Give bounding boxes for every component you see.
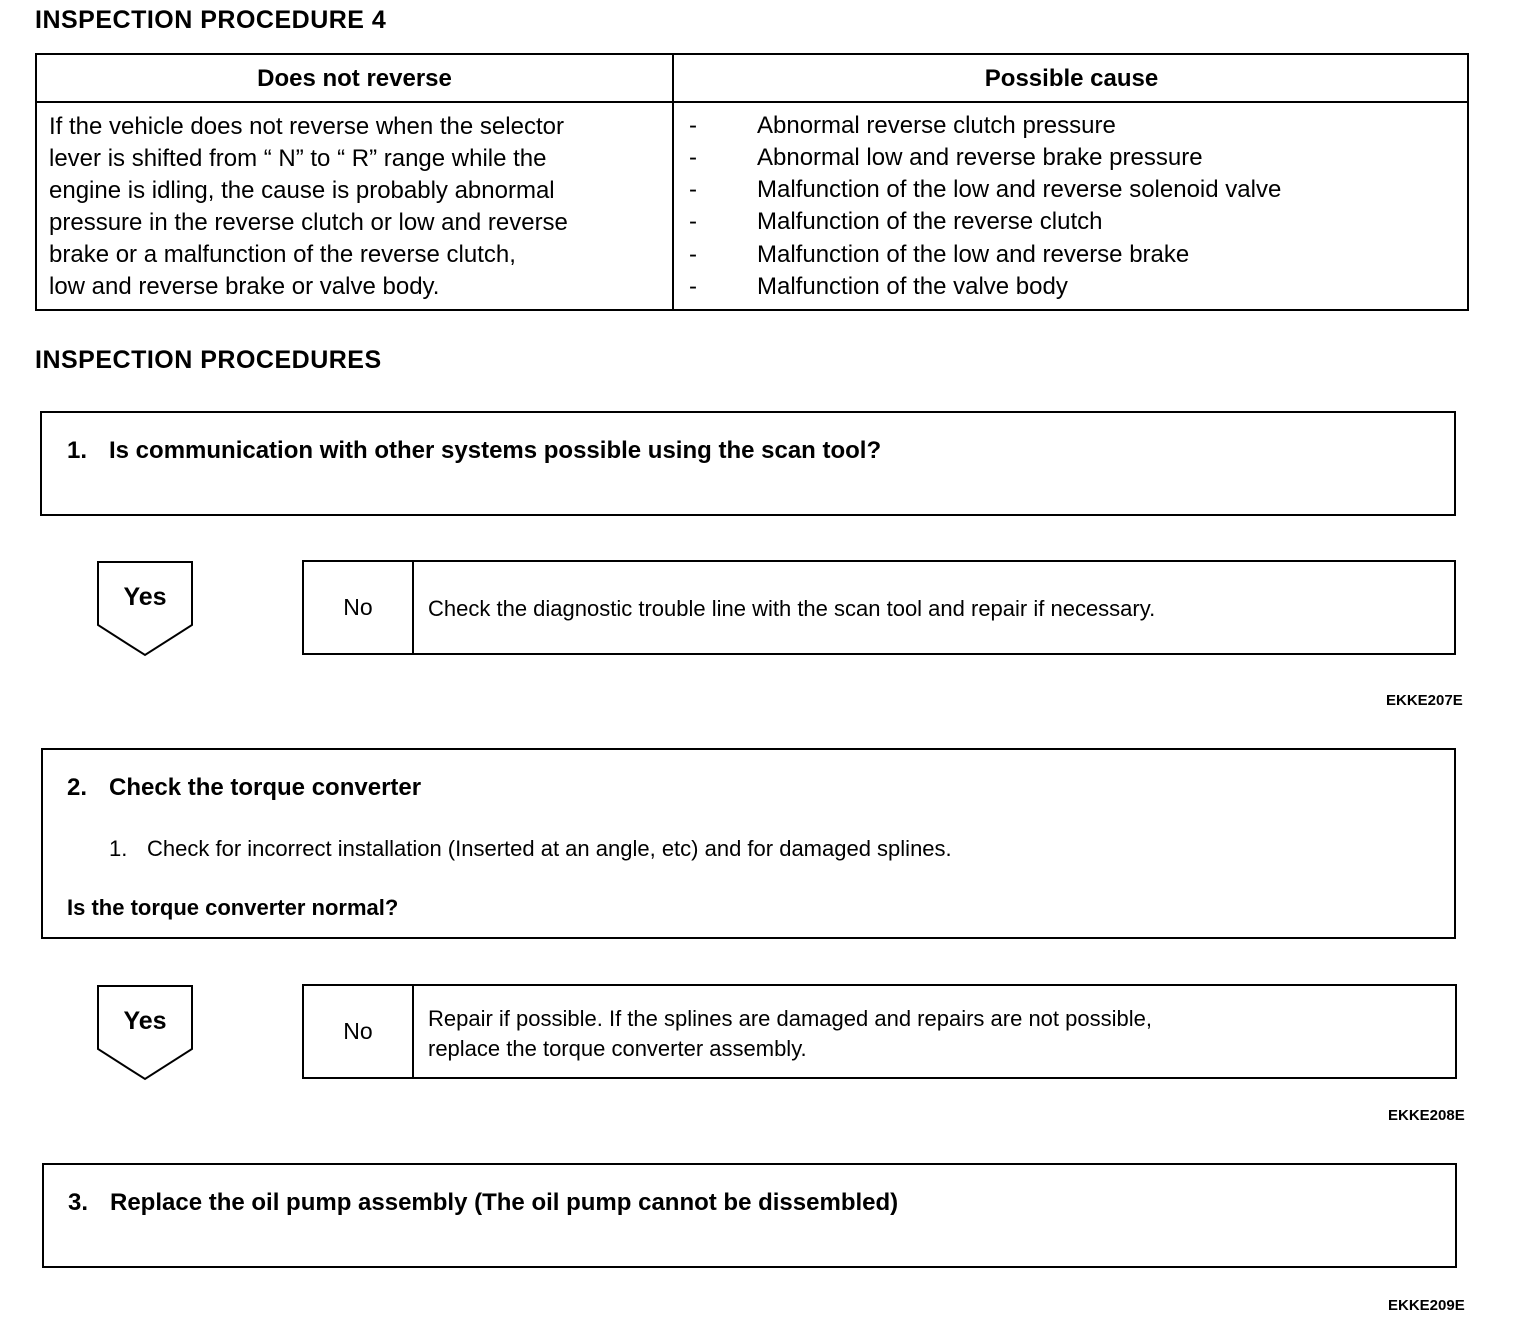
cause-text: Malfunction of the low and reverse solenoid valve (757, 176, 1282, 203)
description-line: low and reverse brake or valve body. (49, 273, 440, 300)
step-2-yes-arrow (97, 985, 193, 1081)
step-1-title (67, 437, 881, 465)
cause-text: Malfunction of the reverse clutch (757, 208, 1103, 235)
table-header-symptom: Does not reverse (257, 65, 452, 92)
table-column-divider (672, 55, 674, 309)
step-3-title (68, 1189, 898, 1217)
no-action-line: replace the torque converter assembly. (428, 1036, 807, 1061)
step-number: 3. (68, 1189, 89, 1216)
step-2-question: Is the torque converter normal? (67, 895, 399, 920)
step-number: 2. (67, 774, 88, 801)
step-title-text: Replace the oil pump assembly (The oil pump cannot be dissembled) (110, 1189, 899, 1216)
page-title: INSPECTION PROCEDURE 4 (35, 6, 387, 34)
substep-number: 1. (109, 836, 128, 861)
no-label: No (304, 562, 414, 653)
step-title-text: Check the torque converter (109, 774, 422, 801)
yes-label: Yes (123, 1007, 167, 1035)
step-2-no-box (302, 984, 1457, 1079)
step-1-box (40, 411, 1456, 516)
substep-text: Check for incorrect installation (Inserted at an angle, etc) and for damaged splines. (147, 836, 952, 861)
table-header-cause: Possible cause (984, 65, 1159, 92)
step-title-text: Is communication with other systems possible using the scan tool? (109, 437, 882, 464)
no-action-text: Check the diagnostic trouble line with the scan tool and repair if necessary. (428, 596, 1156, 621)
step-2-title (67, 774, 421, 802)
description-line: pressure in the reverse clutch or low and reverse (49, 209, 568, 236)
step-2-box (41, 748, 1456, 939)
no-action-line: Repair if possible. If the splines are damaged and repairs are not possible, (428, 1006, 1152, 1031)
description-line: engine is idling, the cause is probably abnormal (49, 177, 555, 204)
step-1-no-box (302, 560, 1456, 655)
description-line: If the vehicle does not reverse when the selector (49, 113, 564, 140)
description-line: brake or a malfunction of the reverse clutch, (49, 241, 516, 268)
bullet-dash: - (689, 112, 697, 139)
bullet-dash: - (689, 273, 697, 300)
step-1-yes-arrow (97, 561, 193, 657)
cause-text: Abnormal reverse clutch pressure (757, 112, 1116, 139)
bullet-dash: - (689, 176, 697, 203)
figure-code: EKKE207E (1386, 692, 1463, 709)
description-line: lever is shifted from “ N” to “ R” range while the (49, 145, 547, 172)
no-label: No (304, 986, 414, 1077)
cause-text: Malfunction of the low and reverse brake (757, 241, 1190, 268)
cause-text: Malfunction of the valve body (757, 273, 1068, 300)
cause-text: Abnormal low and reverse brake pressure (757, 144, 1203, 171)
table-header-divider (37, 101, 1467, 103)
figure-code: EKKE208E (1388, 1107, 1465, 1124)
bullet-dash: - (689, 241, 697, 268)
step-2-substep (109, 836, 952, 862)
step-number: 1. (67, 437, 88, 464)
procedures-heading: INSPECTION PROCEDURES (35, 346, 382, 374)
bullet-dash: - (689, 208, 697, 235)
step-3-box (42, 1163, 1457, 1268)
bullet-dash: - (689, 144, 697, 171)
cause-table (35, 53, 1469, 311)
no-action-text (428, 1004, 1152, 1064)
figure-code: EKKE209E (1388, 1297, 1465, 1314)
yes-label: Yes (123, 583, 167, 611)
